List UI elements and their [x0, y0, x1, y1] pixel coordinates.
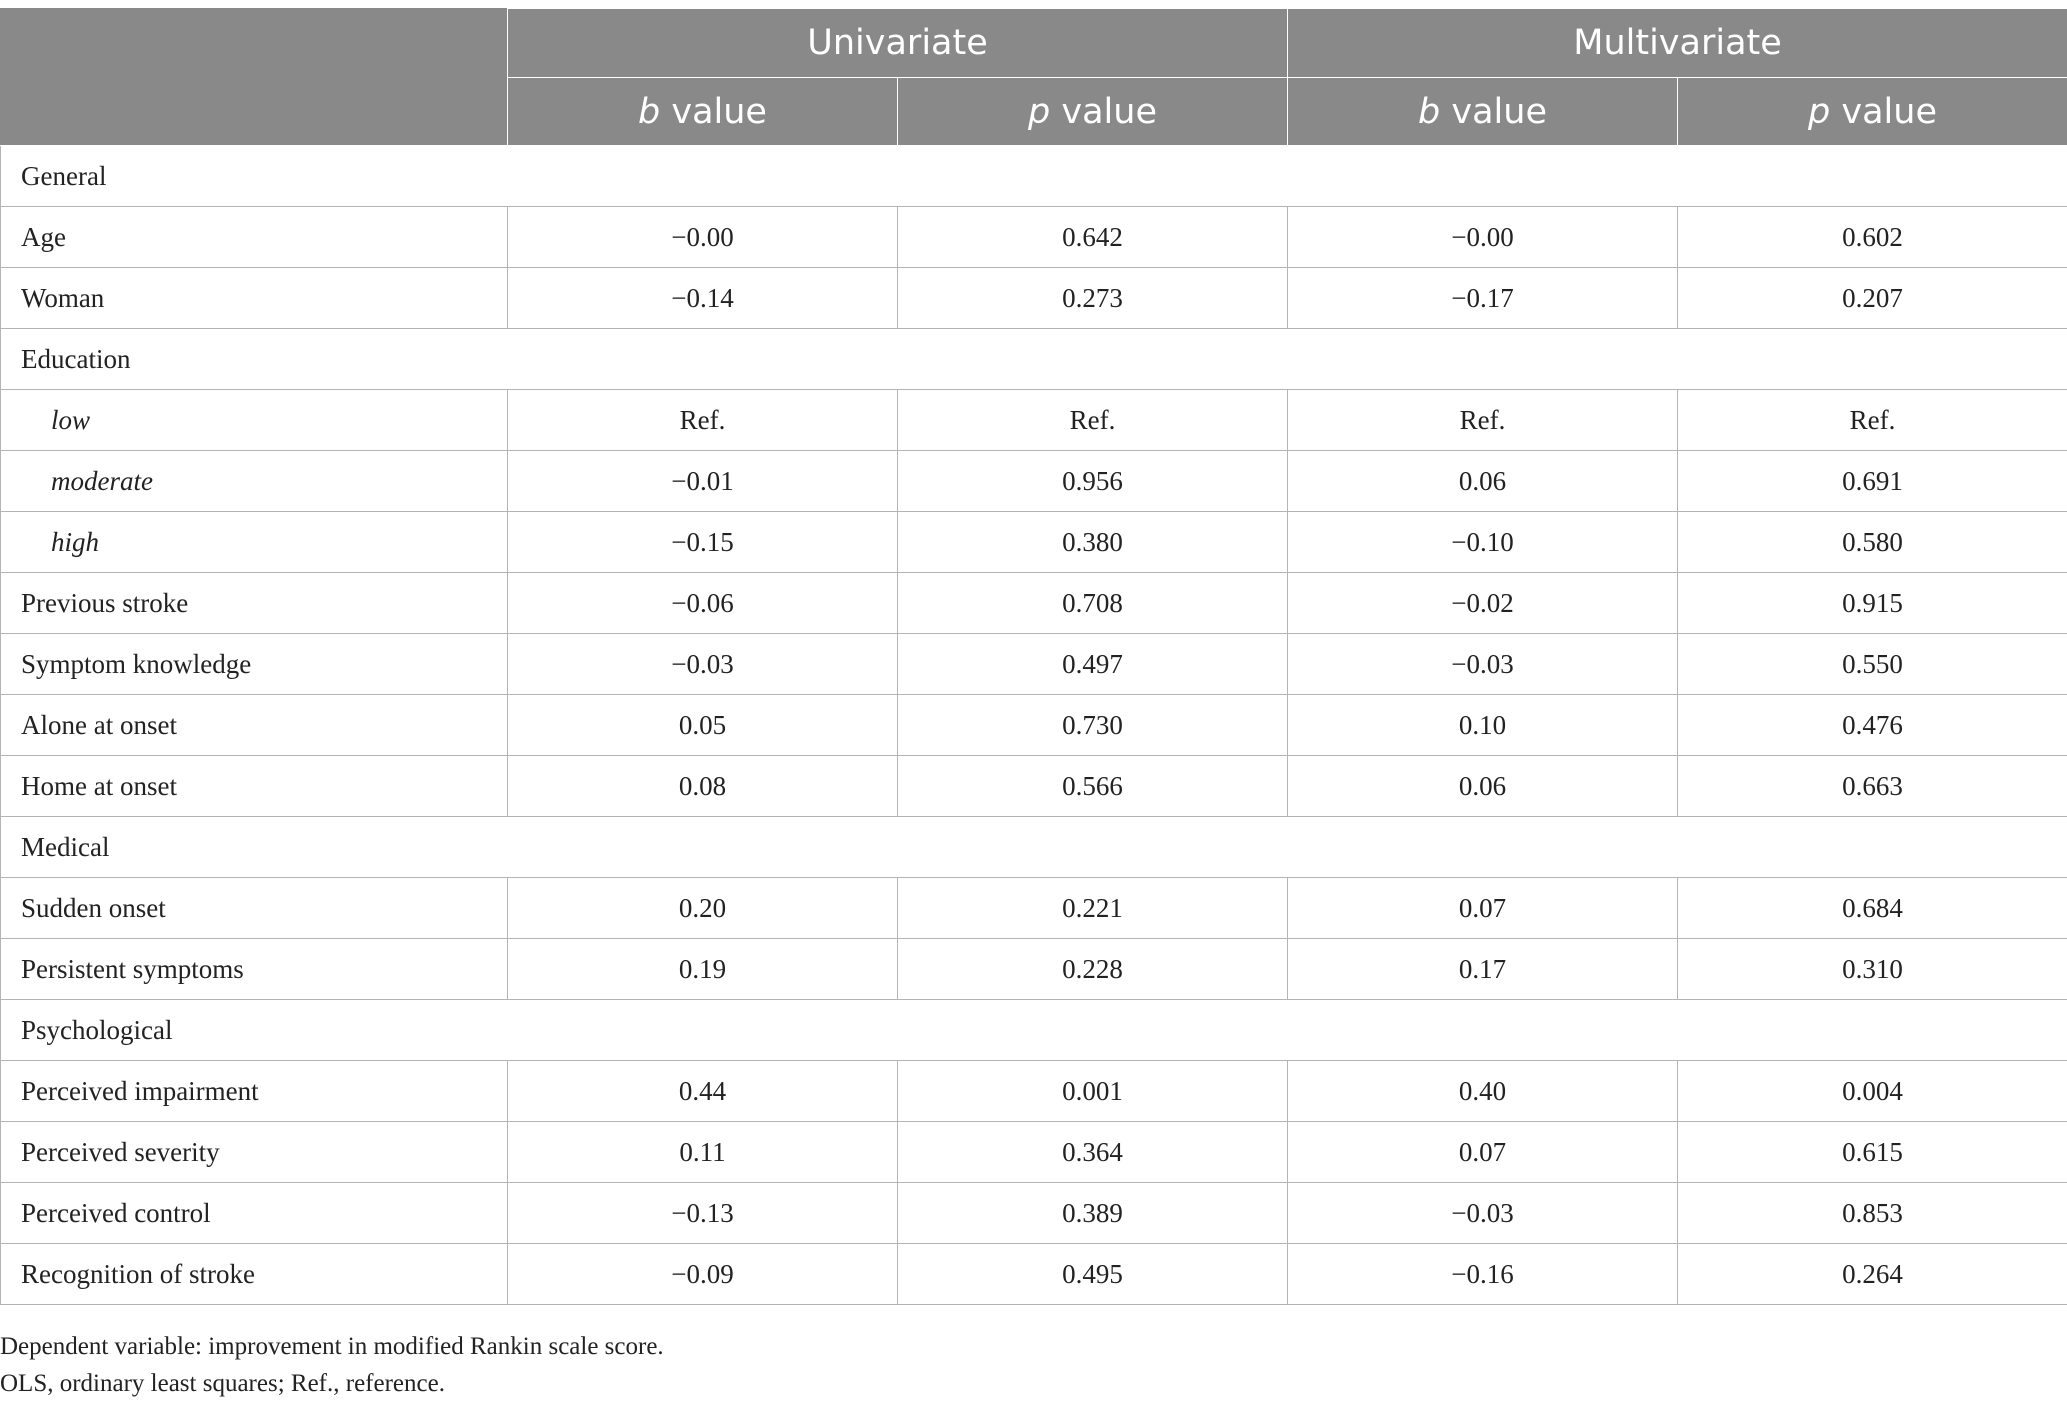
- multivariate-p-value: 0.310: [1678, 939, 2067, 1000]
- table-row: [1, 1244, 2067, 1305]
- univariate-p-value: 0.389: [898, 1183, 1288, 1244]
- footnote-dependent-variable: Dependent variable: improvement in modified Rankin scale score.: [0, 1333, 664, 1360]
- univariate-p-value: 0.273: [898, 268, 1288, 329]
- row-label: moderate: [1, 451, 508, 512]
- univariate-b-value: Ref.: [508, 390, 898, 451]
- row-label: Age: [1, 207, 508, 268]
- univariate-b-value: −0.13: [508, 1183, 898, 1244]
- section-row: [1, 817, 2067, 878]
- multivariate-p-value: 0.663: [1678, 756, 2067, 817]
- multivariate-p-value: 0.691: [1678, 451, 2067, 512]
- univariate-b-value: 0.19: [508, 939, 898, 1000]
- header-suffix: value: [1830, 91, 1937, 132]
- header-suffix: value: [1050, 91, 1157, 132]
- univariate-b-value: 0.20: [508, 878, 898, 939]
- section-row: [1, 329, 2067, 390]
- univariate-b-value: 0.05: [508, 695, 898, 756]
- multivariate-p-value: 0.476: [1678, 695, 2067, 756]
- section-row: [1, 1000, 2067, 1061]
- multivariate-b-value: 0.07: [1288, 1122, 1678, 1183]
- multivariate-b-value: 0.07: [1288, 878, 1678, 939]
- multivariate-b-value: 0.40: [1288, 1061, 1678, 1122]
- multivariate-p-value: 0.684: [1678, 878, 2067, 939]
- header-multivariate: Multivariate: [1288, 9, 2067, 78]
- section-row: [1, 146, 2067, 207]
- table-row: [1, 1061, 2067, 1122]
- table-row: [1, 756, 2067, 817]
- table-row: [1, 207, 2067, 268]
- multivariate-p-value: 0.615: [1678, 1122, 2067, 1183]
- univariate-b-value: −0.14: [508, 268, 898, 329]
- row-label: Recognition of stroke: [1, 1244, 508, 1305]
- row-label: Perceived impairment: [1, 1061, 508, 1122]
- univariate-b-value: −0.03: [508, 634, 898, 695]
- row-label: Alone at onset: [1, 695, 508, 756]
- header-suffix: value: [1440, 91, 1547, 132]
- univariate-p-value: 0.221: [898, 878, 1288, 939]
- row-label: Symptom knowledge: [1, 634, 508, 695]
- multivariate-p-value: 0.004: [1678, 1061, 2067, 1122]
- row-label: low: [1, 390, 508, 451]
- table-row: [1, 1122, 2067, 1183]
- univariate-p-value: 0.708: [898, 573, 1288, 634]
- header-symbol: b: [1418, 91, 1441, 132]
- multivariate-b-value: −0.17: [1288, 268, 1678, 329]
- multivariate-b-value: −0.00: [1288, 207, 1678, 268]
- table-row: [1, 634, 2067, 695]
- table-footnotes: [0, 1328, 664, 1402]
- univariate-p-value: 0.730: [898, 695, 1288, 756]
- univariate-p-value: 0.642: [898, 207, 1288, 268]
- section-label: Medical: [1, 817, 2067, 878]
- univariate-b-value: −0.01: [508, 451, 898, 512]
- univariate-b-value: 0.08: [508, 756, 898, 817]
- multivariate-b-value: 0.10: [1288, 695, 1678, 756]
- multivariate-b-value: −0.02: [1288, 573, 1678, 634]
- table-row: [1, 878, 2067, 939]
- univariate-b-value: −0.06: [508, 573, 898, 634]
- multivariate-b-value: 0.06: [1288, 451, 1678, 512]
- multivariate-p-value: 0.602: [1678, 207, 2067, 268]
- header-symbol: b: [638, 91, 661, 132]
- univariate-p-value: Ref.: [898, 390, 1288, 451]
- section-label: Psychological: [1, 1000, 2067, 1061]
- multivariate-p-value: 0.580: [1678, 512, 2067, 573]
- univariate-p-value: 0.380: [898, 512, 1288, 573]
- table-row: [1, 268, 2067, 329]
- header-univariate: Univariate: [508, 9, 1288, 78]
- row-label: Perceived control: [1, 1183, 508, 1244]
- header-corner-cell: [1, 9, 508, 146]
- univariate-b-value: −0.15: [508, 512, 898, 573]
- header-suffix: value: [660, 91, 767, 132]
- header-uni-b-value: [508, 78, 898, 146]
- multivariate-p-value: 0.915: [1678, 573, 2067, 634]
- header-symbol: p: [1028, 91, 1051, 132]
- multivariate-p-value: 0.853: [1678, 1183, 2067, 1244]
- multivariate-b-value: −0.10: [1288, 512, 1678, 573]
- table-row: [1, 451, 2067, 512]
- univariate-p-value: 0.364: [898, 1122, 1288, 1183]
- multivariate-p-value: Ref.: [1678, 390, 2067, 451]
- header-multi-b-value: [1288, 78, 1678, 146]
- footnote-abbreviations: OLS, ordinary least squares; Ref., reference.: [0, 1370, 445, 1397]
- univariate-b-value: 0.11: [508, 1122, 898, 1183]
- table-row: [1, 390, 2067, 451]
- table-row: [1, 695, 2067, 756]
- multivariate-b-value: −0.03: [1288, 1183, 1678, 1244]
- multivariate-b-value: Ref.: [1288, 390, 1678, 451]
- univariate-p-value: 0.566: [898, 756, 1288, 817]
- row-label: Sudden onset: [1, 878, 508, 939]
- header-multi-p-value: [1678, 78, 2067, 146]
- univariate-p-value: 0.495: [898, 1244, 1288, 1305]
- regression-results-table: [0, 8, 2067, 1305]
- multivariate-b-value: 0.17: [1288, 939, 1678, 1000]
- multivariate-p-value: 0.264: [1678, 1244, 2067, 1305]
- multivariate-b-value: −0.03: [1288, 634, 1678, 695]
- table-row: [1, 512, 2067, 573]
- table-body: [1, 146, 2067, 1305]
- section-label: Education: [1, 329, 2067, 390]
- row-label: high: [1, 512, 508, 573]
- univariate-p-value: 0.497: [898, 634, 1288, 695]
- row-label: Woman: [1, 268, 508, 329]
- header-group-row: [1, 9, 2067, 78]
- row-label: Persistent symptoms: [1, 939, 508, 1000]
- row-label: Previous stroke: [1, 573, 508, 634]
- univariate-p-value: 0.001: [898, 1061, 1288, 1122]
- results-table-container: [0, 8, 2067, 1305]
- header-symbol: p: [1808, 91, 1831, 132]
- row-label: Perceived severity: [1, 1122, 508, 1183]
- multivariate-b-value: −0.16: [1288, 1244, 1678, 1305]
- multivariate-p-value: 0.550: [1678, 634, 2067, 695]
- univariate-b-value: 0.44: [508, 1061, 898, 1122]
- row-label: Home at onset: [1, 756, 508, 817]
- header-uni-p-value: [898, 78, 1288, 146]
- univariate-p-value: 0.956: [898, 451, 1288, 512]
- table-row: [1, 939, 2067, 1000]
- univariate-p-value: 0.228: [898, 939, 1288, 1000]
- table-row: [1, 573, 2067, 634]
- univariate-b-value: −0.00: [508, 207, 898, 268]
- table-row: [1, 1183, 2067, 1244]
- multivariate-p-value: 0.207: [1678, 268, 2067, 329]
- table-header: [1, 9, 2067, 146]
- section-label: General: [1, 146, 2067, 207]
- univariate-b-value: −0.09: [508, 1244, 898, 1305]
- multivariate-b-value: 0.06: [1288, 756, 1678, 817]
